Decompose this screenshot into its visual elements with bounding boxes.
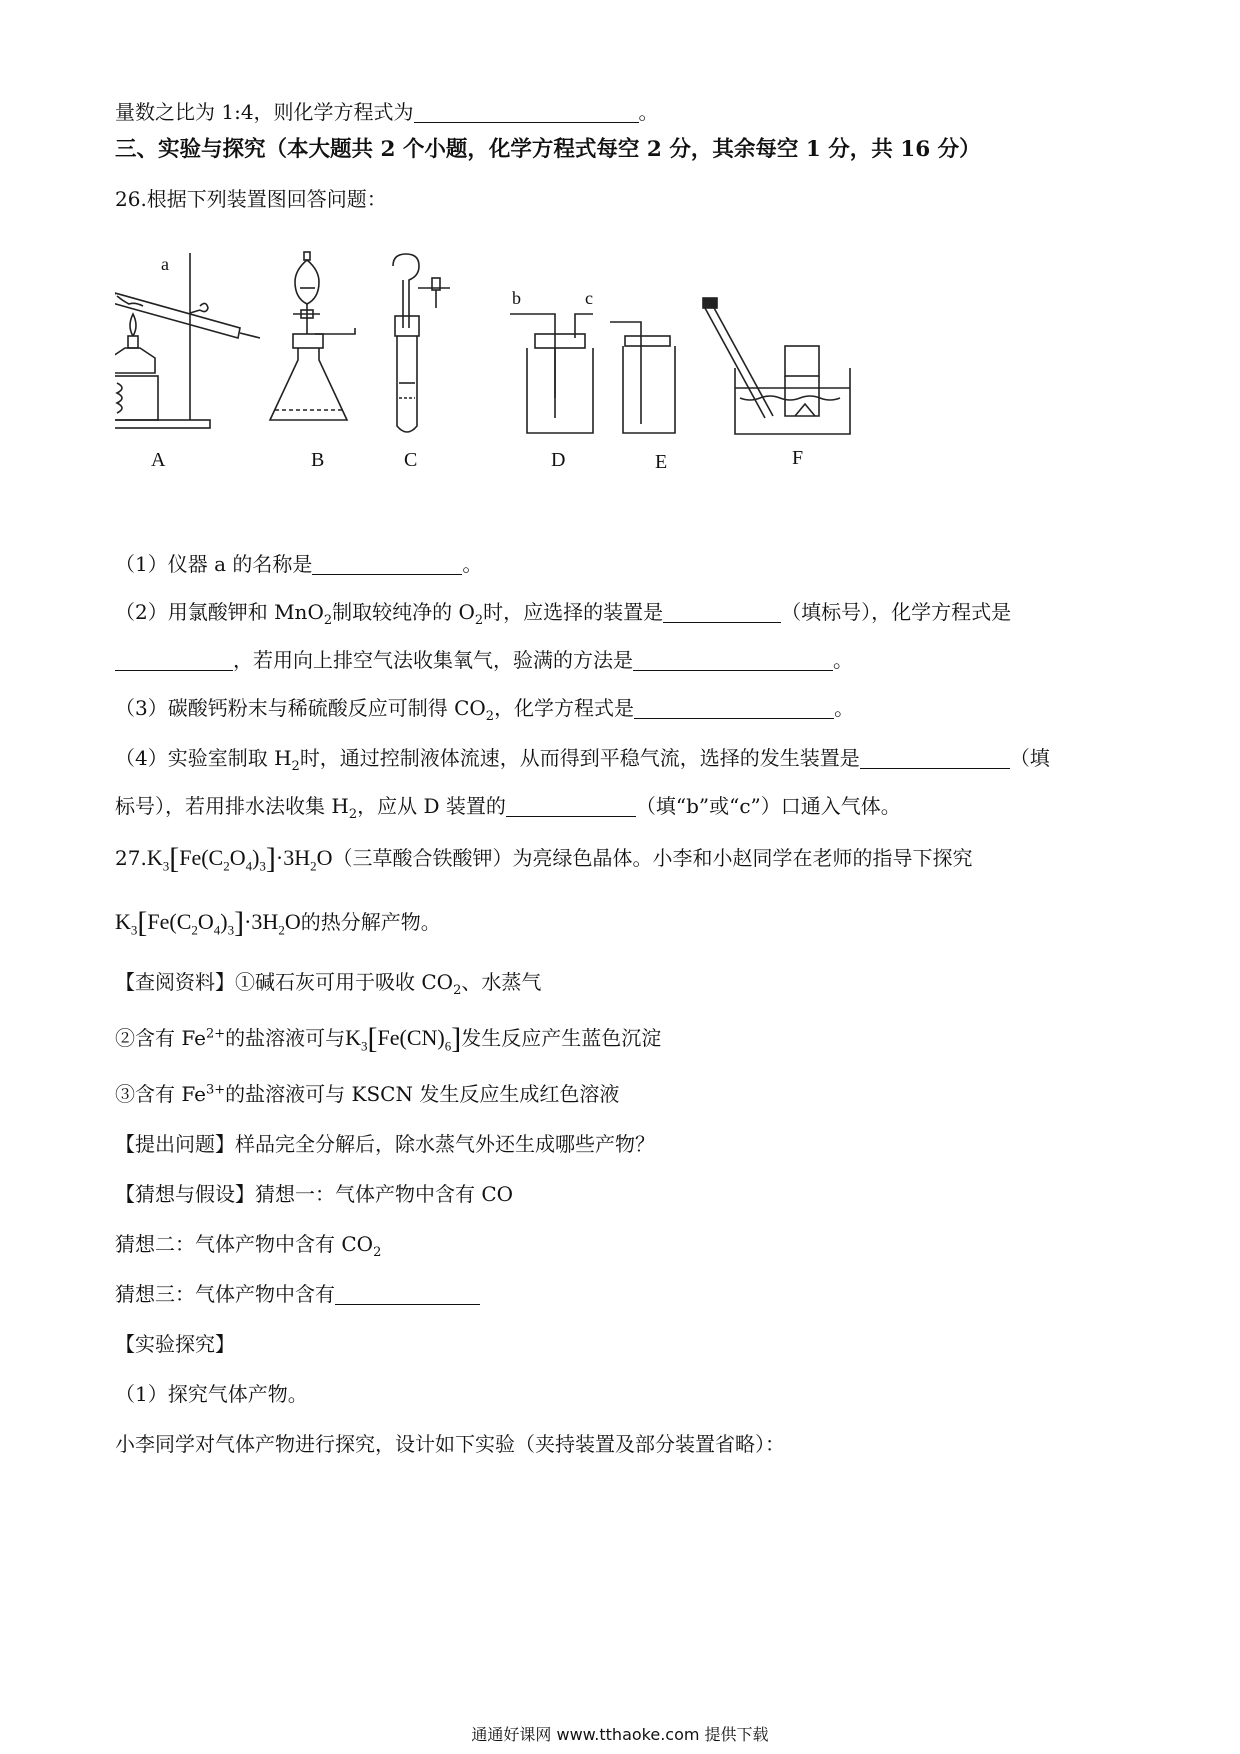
answer-blank[interactable] [115, 648, 233, 671]
text: ，若用向上排空气法收集氧气，验满的方法是 [233, 648, 633, 672]
apparatus-b [270, 252, 355, 420]
page-footer: 通通好课网 www.tthaoke.com 提供下载 [471, 1725, 769, 1744]
text: （1）仪器 a 的名称是 [115, 552, 313, 576]
label-apparatus-b: B [311, 449, 325, 471]
superscript: 3+ [205, 1082, 226, 1098]
text-line [115, 98, 659, 126]
apparatus-f [703, 298, 850, 434]
text-line: 小李同学对气体产物进行探究，设计如下实验（夹持装置及部分装置省略）： [115, 1432, 785, 1456]
text: 。 [833, 648, 853, 672]
answer-blank[interactable] [414, 100, 639, 123]
text-line [115, 646, 853, 674]
text: （填标号），化学方程式是 [781, 600, 1012, 624]
formula: $K_3[Fe(CN)_6]$ [345, 1022, 462, 1055]
answer-blank[interactable] [506, 794, 636, 817]
text: 时，应选择的装置是 [483, 600, 664, 624]
label-c: c [585, 288, 593, 308]
text: 的盐溶液可与 [225, 1026, 346, 1050]
text-line [115, 968, 541, 996]
text: 【查阅资料】①碱石灰可用于吸收 CO [115, 970, 454, 994]
answer-blank[interactable] [335, 1282, 480, 1305]
text-line: 【提出问题】样品完全分解后，除水蒸气外还生成哪些产物？ [115, 1132, 655, 1156]
apparatus-d [510, 314, 593, 433]
label-apparatus-a: A [151, 449, 166, 471]
text: （填 [1009, 746, 1050, 770]
label-b: b [512, 288, 521, 308]
text: ，应从 D 装置的 [357, 794, 506, 818]
apparatus-c [393, 254, 450, 432]
question-26: 26.根据下列装置图回答问题： [115, 187, 387, 211]
label-a: a [161, 254, 169, 274]
label-apparatus-f: F [792, 447, 804, 469]
text: 27. [115, 846, 147, 870]
section-heading: 三、实验与探究（本大题共 2 个小题，化学方程式每空 2 分，其余每空 1 分，共 16 分） [115, 137, 981, 162]
label-apparatus-c: C [404, 449, 418, 471]
text: 的热分解产物。 [300, 910, 441, 934]
superscript: 2+ [205, 1026, 226, 1042]
text-line: （1）探究气体产物。 [115, 1382, 308, 1406]
text-line [115, 1230, 381, 1258]
text-line [115, 744, 1050, 772]
text-line [115, 792, 901, 820]
text: 。 [638, 100, 659, 124]
subscript: 2 [291, 759, 300, 774]
text-line [115, 550, 482, 578]
text: ，化学方程式是 [494, 696, 635, 720]
text-line: 【实验探究】 [115, 1332, 235, 1356]
text: （填“b”或“c”）口通入气体。 [635, 794, 901, 818]
answer-blank[interactable] [663, 600, 781, 623]
text: ②含有 Fe [115, 1026, 206, 1050]
text: （4）实验室制取 H [115, 746, 292, 770]
text: （三草酸合铁酸钾）为亮绿色晶体。小李和小赵同学在老师的指导下探究 [332, 846, 973, 870]
text-line [115, 1280, 480, 1308]
subscript: 2 [474, 613, 484, 628]
text-line [115, 844, 973, 873]
text: 猜想三：气体产物中含有 [115, 1282, 335, 1306]
subscript: 2 [373, 1245, 382, 1260]
text: 猜想二：气体产物中含有 CO [115, 1232, 374, 1256]
subscript: 2 [348, 807, 358, 822]
text-line [115, 1024, 661, 1053]
text: 、水蒸气 [461, 970, 542, 994]
subscript: 2 [485, 709, 495, 724]
text: 的盐溶液可与 KSCN 发生反应生成红色溶液 [225, 1082, 620, 1106]
text: 。 [462, 552, 483, 576]
apparatus-a [115, 253, 260, 428]
apparatus-figure [115, 248, 915, 478]
text: 标号），若用排水法收集 H [115, 794, 349, 818]
label-apparatus-e: E [655, 451, 668, 473]
text: 量数之比为 1:4，则化学方程式为 [115, 100, 414, 124]
text-line [115, 694, 854, 722]
answer-blank[interactable] [312, 552, 462, 575]
text: 。 [834, 696, 855, 720]
apparatus-e [610, 322, 675, 433]
text: 制取较纯净的 O [332, 600, 475, 624]
text-line: 【猜想与假设】猜想一：气体产物中含有 CO [115, 1182, 514, 1206]
answer-blank[interactable] [860, 746, 1010, 769]
text: 时，通过控制液体流速，从而得到平稳气流，选择的发生装置是 [299, 746, 860, 770]
text-line [115, 1080, 619, 1108]
formula: $K_3[Fe(C_2O_4)_3]\cdot 3H_2O$ [115, 906, 301, 939]
text-line [115, 598, 1011, 626]
label-apparatus-d: D [551, 449, 566, 471]
answer-blank[interactable] [633, 648, 833, 671]
text: （2）用氯酸钾和 MnO [115, 600, 324, 624]
text: 发生反应产生蓝色沉淀 [461, 1026, 662, 1050]
subscript: 2 [323, 613, 333, 628]
formula: $K_3[Fe(C_2O_4)_3]\cdot 3H_2O$ [146, 842, 333, 875]
text-line [115, 908, 441, 937]
subscript: 2 [453, 983, 462, 998]
text: ③含有 Fe [115, 1082, 206, 1106]
text: （3）碳酸钙粉末与稀硫酸反应可制得 CO [115, 696, 486, 720]
answer-blank[interactable] [634, 696, 834, 719]
